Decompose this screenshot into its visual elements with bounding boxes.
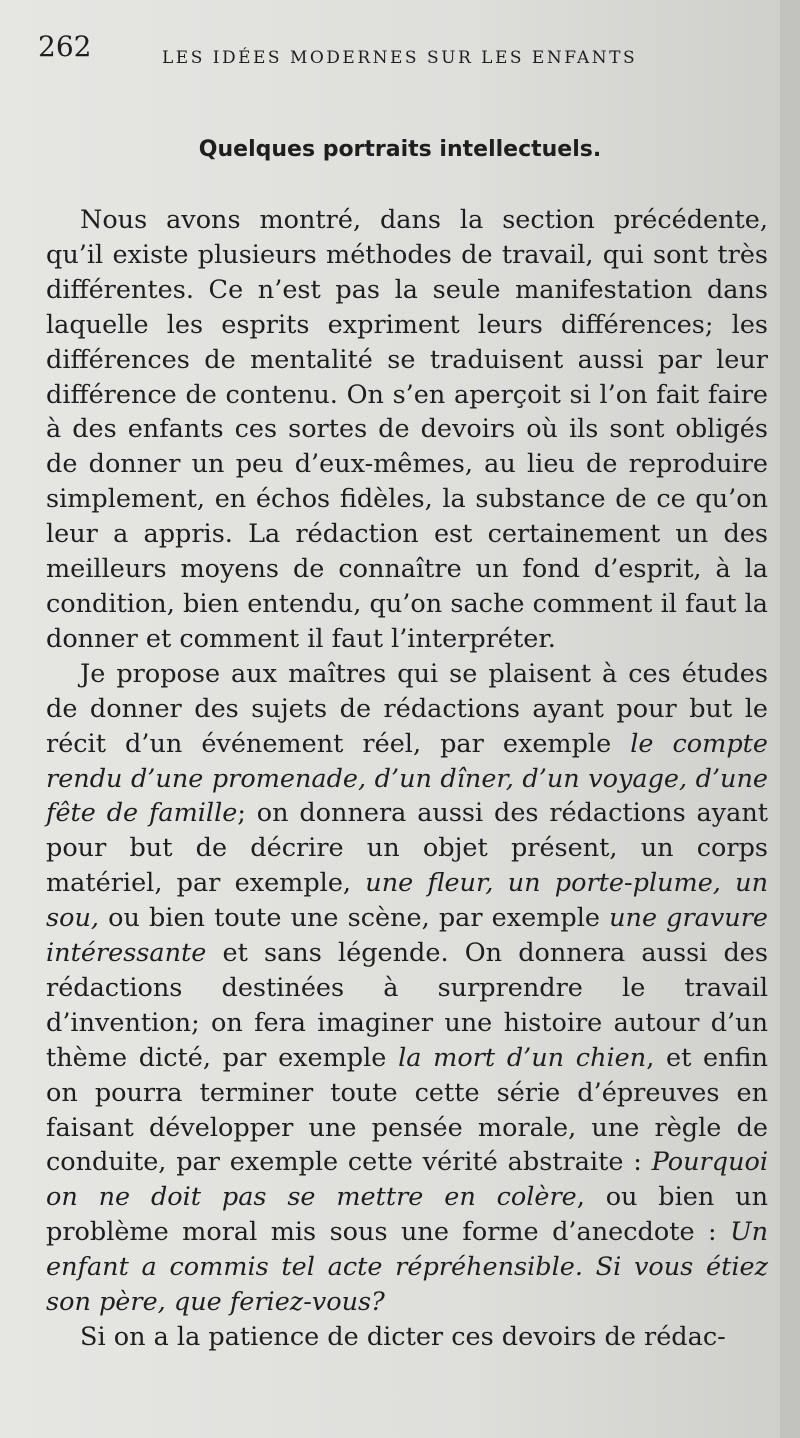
- page-edge: [780, 0, 800, 1438]
- section-title: Quelques portraits intellectuels.: [198, 137, 602, 162]
- page-number: 262: [38, 30, 92, 63]
- paragraph-2: [46, 657, 768, 1320]
- paragraph-3: Si on a la patience de dicter ces devoirs de rédac-: [80, 1322, 726, 1352]
- italic-span: Pourquoi on ne doit pas se mettre en colère: [46, 1147, 768, 1213]
- paragraph-1: Nous avons montré, dans la section précédente, qu’il existe plusieurs méthodes de travail, qui sont très différentes. Ce n’est pas la seule manifestation dans laquelle les esprits expriment leurs différences; les différences de mentalité se traduisent aussi par leur différence de contenu. On s’en aperçoit si l’on fait faire à des enfants ces sortes de devoirs où ils sont obligés de donner un peu d’eux-mêmes, au lieu de reproduire simplement, en échos fidèles, la substance de ce qu’on leur a appris. La rédaction est certainement un des meilleurs moyens de connaître un fond d’esprit, à la condition, bien entendu, qu’on sache comment il faut la donner et comment il faut l’interpréter.: [46, 205, 768, 654]
- italic-span: une fleur, un porte-plume, un sou,: [46, 868, 768, 934]
- text-span: Je propose aux maîtres qui se plaisent à ces études de donner des sujets de rédactions ayant pour but le récit d’un événement réel, par exemple: [46, 658, 768, 759]
- italic-span: Un enfant a commis tel acte répréhensible. Si vous étiez son père, que feriez-vous?: [46, 1217, 768, 1318]
- italic-span: le compte rendu d’une promenade, d’un dîner, d’un voyage, d’une fête de famille: [46, 728, 768, 829]
- text-span: et sans légende. On donnera aussi des rédactions destinées à surprendre le travail d’invention; on fera imaginer une histoire autour d’un thème dicté, par exemple: [46, 938, 768, 1073]
- italic-span: la mort d’un chien: [398, 1042, 647, 1073]
- page-header: [38, 30, 778, 70]
- text-span: , et enfin on pourra terminer toute cette série d’épreuves en faisant développer une pensée morale, une règle de conduite, par exemple cette vérité abstraite :: [46, 1042, 768, 1178]
- text-span: ; on donnera aussi des rédactions ayant pour but de décrire un objet présent, un corps matériel, par exemple,: [46, 798, 768, 899]
- text-span: ou bien toute une scène, par exemple: [98, 903, 610, 934]
- italic-span: une gravure intéressante: [46, 903, 768, 969]
- body-text: [46, 203, 768, 1355]
- text-span: , ou bien un problème moral mis sous une forme d’anecdote :: [46, 1182, 768, 1248]
- running-title: LES IDÉES MODERNES SUR LES ENFANTS: [162, 48, 638, 68]
